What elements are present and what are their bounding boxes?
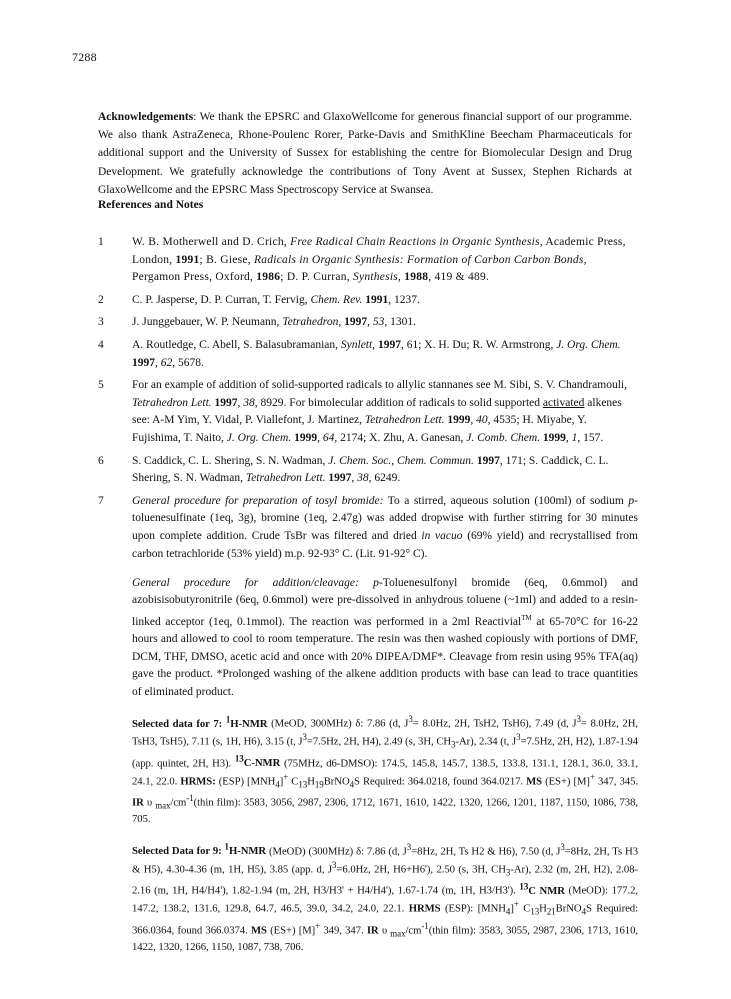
reference-text: W. B. Motherwell and D. Crich, Free Radical Chain Reactions in Organic Synthesis, Academic Press, London, 1991; B. Giese, Radicals in Organic Synthesis: Formation of Carbon Carbon Bonds, Pergamon Press, Oxford, 1986; D. P. Curran, Synthesis, 1988, 419 & 489. xyxy=(132,236,626,284)
reference-number: 6 xyxy=(98,454,104,467)
tosyl-bromide-procedure: General procedure for preparation of tosyl bromide: To a stirred, aqueous solution (100ml) of sodium p-toluenesulfinate (1eq, 3g), bromine (1eq, 2.47g) was added dropwise with further stirring for 30 minutes upon complete addition. Crude TsBr was filtered and dried in vacuo (69% yield) and recrystallised from carbon tetrachloride (53% yield) m.p. 92-93° C. (Lit. 91-92° C). xyxy=(132,494,638,560)
reference-text: A. Routledge, C. Abell, S. Balasubramanian, Synlett, 1997, 61; X. H. Du; R. W. Armstrong, J. Org. Chem. 1997, 62, 5678. xyxy=(132,338,621,369)
references-heading: References and Notes xyxy=(98,199,204,211)
reference-item xyxy=(98,292,638,310)
reference-number: 3 xyxy=(98,316,104,329)
reference-number: 2 xyxy=(98,293,104,306)
reference-number: 5 xyxy=(98,379,104,392)
data-compound-7: Selected data for 7: $^1$H-NMR (MeOD, 300MHz) δ: 7.86 (d, $J^3= 8.0Hz$, 2H, TsH2, TsH6), 7.49 (d, $J^3= 8.0Hz$, 2H, TsH3, TsH5), 7.11 (s, 1H, H6), 3.15 (t, $J^3=7.5Hz$, 2H, H4), 2.49 (s, 3H, $CH_3-Ar$), 2.34 (t, $J^3=7.5Hz$, 2H, H2), 1.87-1.94 (app. quintet, 2H, H3). $^{13}$C-NMR (75MHz, d6-DMSO): 174.5, 145.8, 145.7, 138.5, 133.8, 131.1, 128.1, 36.0, 33.1, 24.1, 22.0. HRMS: (ESP) $[MNH_4]^+$ $C_{13}H_{19}BrNO_4S$ Required: 364.0218, found 364.0217. MS (ES+) [M]+ 347, 345. IR υ $_{max}/cm^{-1}(thin$ film): 3583, 3056, 2987, 2306, 1712, 1671, 1610, 1422, 1320, 1266, 1201, 1187, 1150, 1086, 738, 705. xyxy=(132,714,639,826)
reference-item xyxy=(98,377,638,447)
acknowledgements xyxy=(98,108,632,199)
reference-text xyxy=(132,493,638,955)
reference-text: J. Junggebauer, W. P. Neumann, Tetrahedron, 1997, 53, 1301. xyxy=(132,316,416,329)
reference-text: C. P. Jasperse, D. P. Curran, T. Fervig, Chem. Rev. 1991, 1237. xyxy=(132,293,420,306)
reference-item xyxy=(98,453,638,488)
reference-item xyxy=(98,337,638,372)
reference-number: 4 xyxy=(98,338,104,351)
reference-number: 1 xyxy=(98,236,104,248)
reference-list xyxy=(98,234,638,965)
reference-number: 7 xyxy=(98,494,104,507)
acknowledgements-text: : We thank the EPSRC and GlaxoWellcome for generous financial support of our programme. We also thank AstraZeneca, Rhone-Poulenc Rorer, Parke-Davis and SmithKline Beecham Pharmaceuticals for additional support and the University of Sussex for establishing the centre for Biomolecular Design and Drug Development. We gratefully acknowledge the contributions of Tony Avent at Sussex, Stephen Richards at GlaxoWellcome and the EPSRC Mass Spectroscopy Service at Swansea. xyxy=(98,111,632,196)
reference-item xyxy=(98,493,638,955)
acknowledgements-heading: Acknowledgements xyxy=(98,111,194,123)
page-number: 7288 xyxy=(72,50,97,64)
data-compound-9: Selected Data for 9: $^1$H-NMR (MeOD) (300MHz) δ: 7.86 (d, $J^3=8Hz$, 2H, Ts H2 & H6), 7.50 (d, $J^3=8Hz$, 2H, Ts H3 & H5), 4.30-4.36 (m, 1H, H5), 3.85 (app. d, $J^3=6.0Hz$, 2H, H6+H6'), 2.50 (s, 3H, $CH_3-Ar$), 2.32 (m, 2H, H2), 2.08-2.16 (m, 1H, H4/H4'), 1.82-1.94 (m, 2H, H3/H3' + H4/H4'), 1.67-1.74 (m, 1H, H3/H3'). $^{13}$C NMR (MeOD): 177.2, 147.2, 138.2, 131.6, 129.8, 64.7, 46.5, 39.0, 34.2, 24.0, 22.1. HRMS (ESP): $[MNH_4]^+$ $C_{13}H_{21}BrNO_4S$ Required: 366.0364, found 366.0374. MS (ES+) [M]+ 349, 347. IR υ $_{max}/cm^{-1}(thin$ film): 3583, 3055, 2987, 2306, 1713, 1610, 1422, 1320, 1266, 1150, 1087, 738, 706. xyxy=(132,841,639,954)
reference-item xyxy=(98,234,638,287)
reference-text: S. Caddick, C. L. Shering, S. N. Wadman, J. Chem. Soc., Chem. Commun. 1997, 171; S. Caddick, C. L. Shering, S. N. Wadman, Tetrahedron Lett. 1997, 38, 6249. xyxy=(132,454,609,485)
reference-text: For an example of addition of solid-supported radicals to allylic stannanes see M. Sibi, S. V. Chandramouli, Tetrahedron Lett. 1997, 38, 8929. For bimolecular addition of radicals to solid supported activated alkenes see: A-M Yim, Y. Vidal, P. Viallefont, J. Martinez, Tetrahedron Lett. 1999, 40, 4535; H. Miyabe, Y. Fujishima, T. Naito, J. Org. Chem. 1999, 64, 2174; X. Zhu, A. Ganesan, J. Comb. Chem. 1999, 1, 157. xyxy=(132,379,627,444)
addition-cleavage-procedure: General procedure for addition/cleavage: p-Toluenesulfonyl bromide (6eq, 0.6mmol) and azobisisobutyronitrile (6eq, 0.6mmol) were pre-dissolved in anhydrous toluene (~1ml) and added to a resin-linked acceptor (1eq, 0.1mmol). The reaction was performed in a 2ml Reactivial™ at 65-70°C for 16-22 hours and allowed to cool to room temperature. The resin was then washed copiously with portions of DMF, DCM, THF, DMSO, acetic acid and once with 20% DIPEA/DMF*. Cleavage from resin using 95% TFA(aq) gave the product. *Prolonged washing of the alkene addition products with base can lead to trace quantities of eliminated product. xyxy=(132,576,638,698)
reference-item xyxy=(98,314,638,332)
